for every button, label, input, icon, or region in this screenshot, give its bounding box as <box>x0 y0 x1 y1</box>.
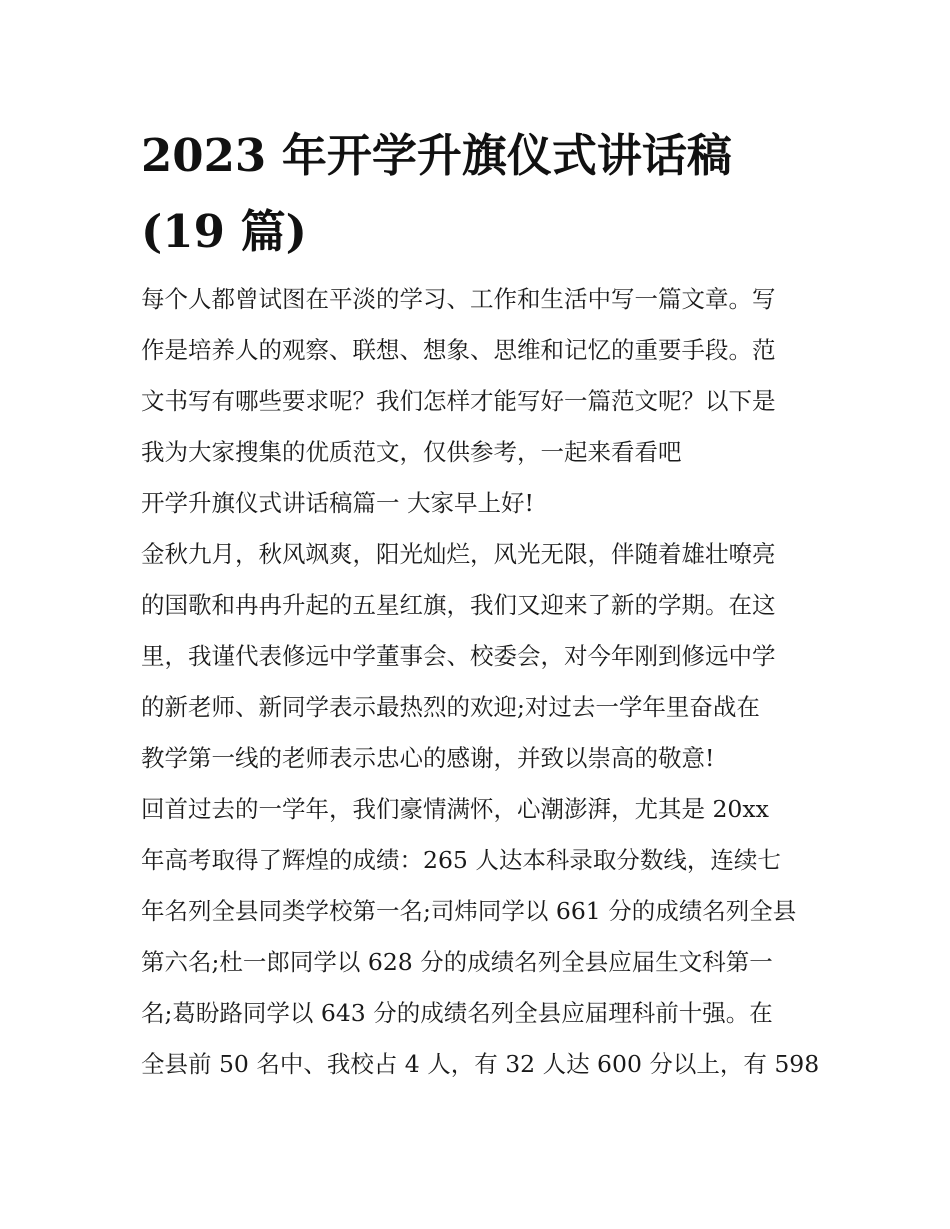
title-line-2: (19 篇) <box>141 205 307 258</box>
body-line: 年高考取得了辉煌的成绩：265 人达本科录取分数线，连续七 <box>141 846 781 874</box>
document-page <box>141 118 820 1090</box>
body-line: 第六名;杜一郎同学以 628 分的成绩名列全县应届生文科第一 <box>141 948 773 976</box>
body-line: 名;葛盼路同学以 643 分的成绩名列全县应届理科前十强。在 <box>141 999 773 1027</box>
body-line: 开学升旗仪式讲话稿篇一 大家早上好! <box>141 489 534 517</box>
document-title <box>141 118 813 270</box>
body-line: 年名列全县同类学校第一名;司炜同学以 661 分的成绩名列全县 <box>141 897 797 925</box>
body-line: 我为大家搜集的优质范文，仅供参考，一起来看看吧 <box>141 438 682 466</box>
body-line: 作是培养人的观察、联想、想象、思维和记忆的重要手段。范 <box>141 336 776 364</box>
body-line: 全县前 50 名中、我校占 4 人，有 32 人达 600 分以上，有 598 <box>141 1050 820 1078</box>
body-line: 回首过去的一学年，我们豪情满怀，心潮澎湃，尤其是 20xx <box>141 795 769 823</box>
body-line: 文书写有哪些要求呢？我们怎样才能写好一篇范文呢？以下是 <box>141 387 776 415</box>
body-line: 教学第一线的老师表示忠心的感谢，并致以崇高的敬意! <box>141 744 715 772</box>
body-line: 的新老师、新同学表示最热烈的欢迎;对过去一学年里奋战在 <box>141 693 760 721</box>
title-line-1: 2023 年开学升旗仪式讲话稿 <box>141 129 732 182</box>
body-line: 里，我谨代表修远中学董事会、校委会，对今年刚到修远中学 <box>141 642 776 670</box>
document-body <box>141 274 820 1090</box>
body-line: 每个人都曾试图在平淡的学习、工作和生活中写一篇文章。写 <box>141 285 776 313</box>
body-line: 金秋九月，秋风飒爽，阳光灿烂，风光无限，伴随着雄壮嘹亮 <box>141 540 776 568</box>
body-line: 的国歌和冉冉升起的五星红旗，我们又迎来了新的学期。在这 <box>141 591 776 619</box>
